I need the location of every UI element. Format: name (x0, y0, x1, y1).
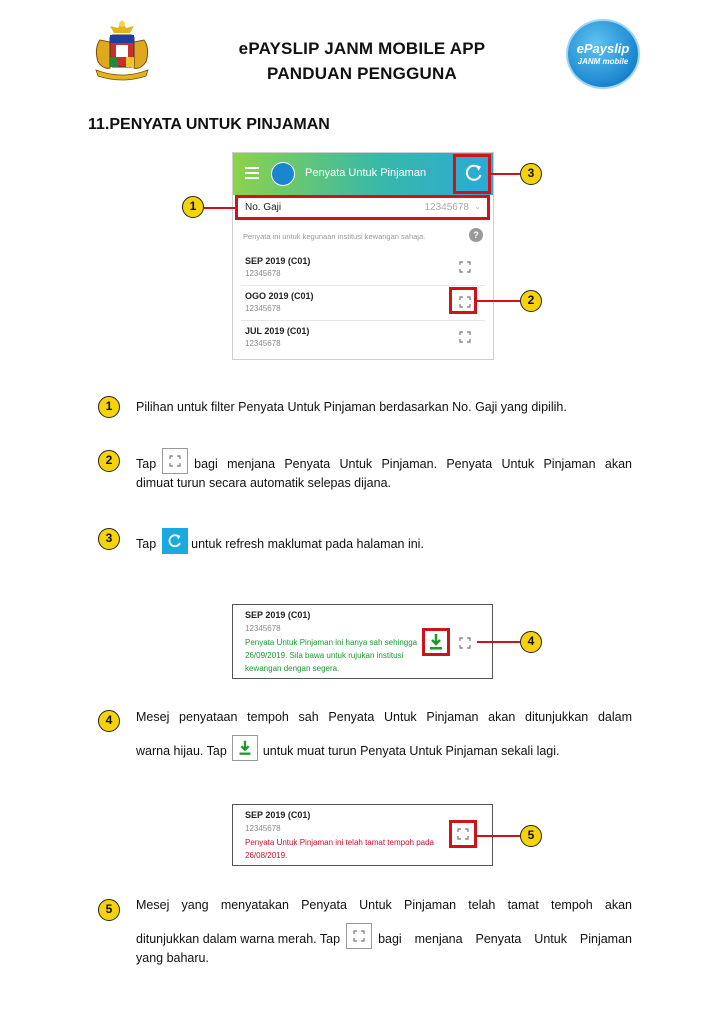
instruction-5-line1: Mesej yang menyatakan Penyata Untuk Pinjaman telah tamat tempoh akan (136, 898, 632, 912)
callout-box-refresh (453, 154, 491, 194)
instruction-5-text-b: bagi menjana Penyata Untuk Pinjaman (378, 932, 632, 946)
filter-value: 12345678 (424, 202, 469, 213)
epayslip-logo-line1: ePayslip (576, 41, 630, 56)
step-badge-5: 5 (98, 899, 120, 921)
epayslip-logo-line2: JANM mobile (577, 57, 629, 66)
instruction-5-text-a: ditunjukkan dalam warna merah. Tap (136, 932, 341, 946)
instruction-4-text-b: untuk muat turun Penyata Untuk Pinjaman sekali lagi. (262, 744, 560, 758)
instruction-5 (136, 896, 632, 968)
callout-badge-5: 5 (520, 825, 542, 847)
filter-label: No. Gaji (245, 202, 282, 213)
callout-badge-2: 2 (520, 290, 542, 312)
step-badge-3: 3 (98, 528, 120, 550)
instruction-2-text: bagi menjana Penyata Untuk Pinjaman. Penyata Untuk Pinjaman akan (194, 457, 632, 471)
expand-icon[interactable] (452, 823, 474, 845)
snippet-expired-msg-1: Penyata Untuk Pinjaman ini telah tamat tempoh pada (245, 838, 435, 847)
instruction-2-tap: Tap (136, 457, 157, 471)
snippet-valid-msg-3: kewangan dengan segera. (245, 664, 340, 673)
callout-box-download (422, 628, 450, 656)
item-sub: 12345678 (245, 304, 281, 313)
epayslip-logo (566, 19, 640, 89)
snippet-valid-title: SEP 2019 (C01) (245, 610, 311, 620)
snippet-valid (232, 604, 493, 679)
item-title: JUL 2019 (C01) (245, 326, 310, 336)
section-title: 11.PENYATA UNTUK PINJAMAN (88, 116, 330, 133)
connector-2 (477, 300, 520, 302)
connector-3 (491, 173, 520, 175)
expand-icon[interactable] (459, 261, 471, 273)
connector-4 (477, 641, 520, 643)
hamburger-menu-icon[interactable] (245, 167, 259, 179)
doc-title-line2: PANDUAN PENGGUNA (267, 64, 457, 83)
callout-box-filter (235, 195, 490, 220)
connector-5 (477, 835, 520, 837)
instruction-3-text: untuk refresh maklumat pada halaman ini. (191, 537, 424, 551)
notice-text: Penyata ini untuk kegunaan institusi kewangan sahaja. (243, 232, 426, 241)
refresh-icon (162, 528, 188, 554)
item-sub: 12345678 (245, 269, 281, 278)
snippet-expired-title: SEP 2019 (C01) (245, 810, 311, 820)
callout-badge-4: 4 (520, 631, 542, 653)
snippet-valid-msg-2: 26/09/2019. Sila bawa untuk rujukan institusi (245, 651, 404, 660)
instruction-4 (136, 708, 632, 761)
callout-badge-3: 3 (520, 163, 542, 185)
download-icon[interactable] (425, 631, 447, 653)
step-badge-2: 2 (98, 450, 120, 472)
item-title: SEP 2019 (C01) (245, 256, 311, 266)
instruction-4-text-a: warna hijau. Tap (136, 744, 227, 758)
chevron-down-icon: ⌄ (474, 202, 481, 211)
snippet-expired-msg-2: 26/08/2019. (245, 851, 288, 860)
download-icon (232, 735, 258, 761)
app-logo-icon (271, 162, 295, 186)
list-item[interactable] (241, 251, 485, 286)
snippet-valid-msg-1: Penyata Untuk Pinjaman ini hanya sah sehingga (245, 638, 418, 647)
help-icon[interactable]: ? (469, 228, 483, 242)
list-item[interactable] (241, 321, 485, 355)
snippet-valid-sub: 12345678 (245, 624, 281, 633)
step-badge-1: 1 (98, 396, 120, 418)
expand-icon (346, 923, 372, 949)
instruction-2-cont: dimuat turun secara automatik selepas dijana. (136, 476, 392, 490)
item-title: OGO 2019 (C01) (245, 291, 314, 301)
expand-icon[interactable] (459, 331, 471, 343)
snippet-expired-sub: 12345678 (245, 824, 281, 833)
connector-1 (204, 207, 235, 209)
doc-title-line1: ePAYSLIP JANM MOBILE APP (238, 39, 486, 58)
callout-box-expand (449, 287, 477, 314)
item-sub: 12345678 (245, 339, 281, 348)
expand-icon (162, 448, 188, 474)
instruction-3-tap: Tap (136, 537, 157, 551)
instruction-5-cont: yang baharu. (136, 951, 209, 965)
step-badge-4: 4 (98, 710, 120, 732)
instruction-2 (136, 448, 632, 493)
expand-icon[interactable] (459, 637, 471, 649)
instruction-3 (136, 528, 632, 554)
instruction-1: Pilihan untuk filter Penyata Untuk Pinjaman berdasarkan No. Gaji yang dipilih. (136, 400, 567, 414)
callout-badge-1: 1 (182, 196, 204, 218)
appbar-title: Penyata Untuk Pinjaman (305, 167, 427, 179)
callout-box-expand-expired (449, 820, 477, 848)
instruction-4-line1: Mesej penyataan tempoh sah Penyata Untuk Pinjaman akan ditunjukkan dalam (136, 710, 632, 724)
